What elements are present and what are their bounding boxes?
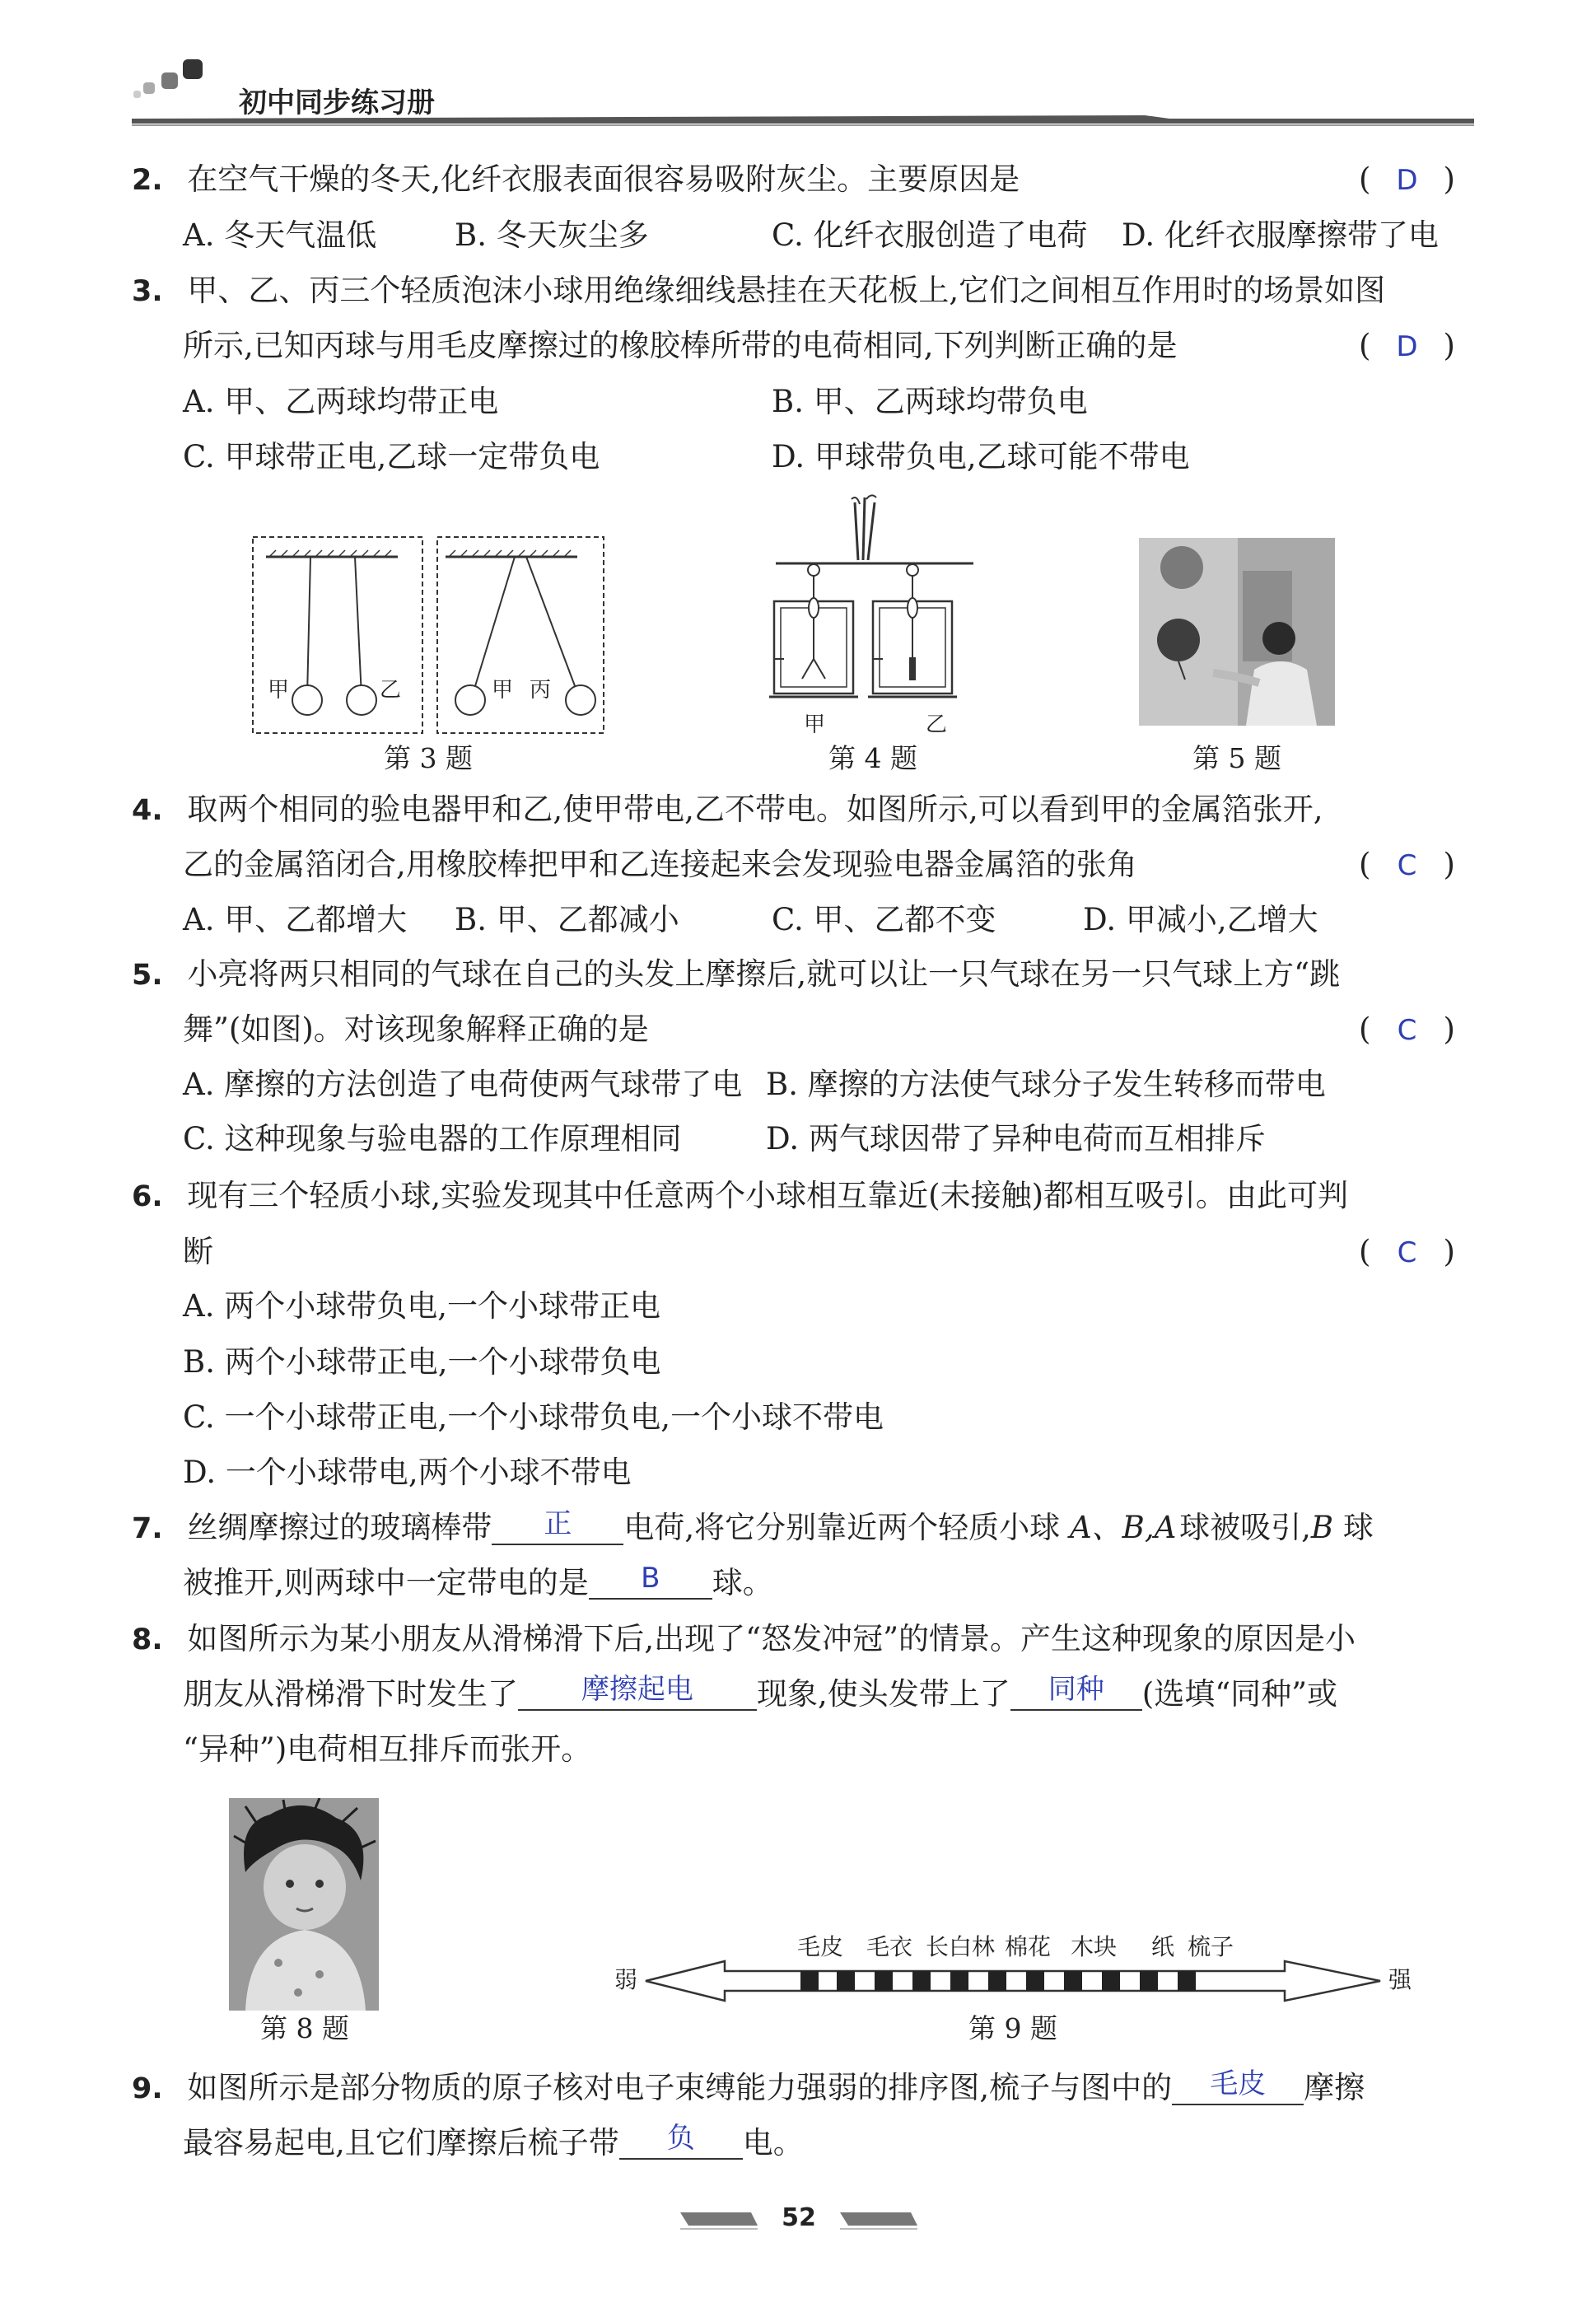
question-stem-part: A、B,A bbox=[1069, 1510, 1177, 1545]
option-c: C. 甲、乙都不变 bbox=[772, 902, 996, 937]
figure-caption-q5: 第 5 题 bbox=[1192, 742, 1281, 774]
label-jia: 甲 bbox=[492, 678, 514, 703]
option-d: D. 两气球因带了异种电荷而互相排斥 bbox=[766, 1121, 1266, 1156]
fill-blank[interactable] bbox=[492, 1507, 623, 1545]
question-number: 2. bbox=[132, 164, 163, 197]
blank-answer: 同种 bbox=[1048, 1673, 1104, 1706]
option-b: B. 冬天灰尘多 bbox=[455, 217, 649, 253]
question-stem: 如图所示为某小朋友从滑梯滑下后,出现了“怒发冲冠”的情景。产生这种现象的原因是小 bbox=[187, 1621, 1356, 1656]
question-stem: 丝绸摩擦过的玻璃棒带 bbox=[187, 1510, 492, 1545]
question-stem: 如图所示是部分物质的原子核对电子束缚能力强弱的排序图,梳子与图中的 bbox=[187, 2070, 1173, 2105]
question-stem: 在空气干燥的冬天,化纤衣服表面很容易吸附灰尘。主要原因是 bbox=[187, 161, 1020, 197]
label-jia: 甲 bbox=[268, 678, 290, 703]
question-number: 6. bbox=[132, 1180, 163, 1213]
fill-blank[interactable] bbox=[1172, 2067, 1304, 2105]
question-number: 8. bbox=[132, 1623, 163, 1656]
option-b: B. 摩擦的方法使气球分子发生转移而带电 bbox=[766, 1067, 1326, 1102]
blank-answer: 正 bbox=[544, 1507, 572, 1540]
question-9-line2 bbox=[183, 2122, 804, 2161]
question-stem-part: 球 bbox=[1342, 1510, 1374, 1545]
question-stem-part: 摩擦 bbox=[1304, 2070, 1365, 2105]
answer-paren-q3: ( D ) bbox=[1359, 328, 1455, 363]
material-label: 毛皮 bbox=[797, 1933, 844, 1960]
option-b: B. 两个小球带正电,一个小球带负电 bbox=[183, 1344, 661, 1380]
option-d: D. 化纤衣服摩擦带了电 bbox=[1122, 217, 1439, 253]
question-stem-cont: 所示,已知丙球与用毛皮摩擦过的橡胶棒所带的电荷相同,下列判断正确的是 bbox=[183, 328, 1178, 363]
answer-choice: D bbox=[1396, 164, 1418, 197]
option-b: B. 甲、乙两球均带负电 bbox=[772, 384, 1088, 419]
answer-choice: C bbox=[1397, 1014, 1417, 1047]
question-stem-part: 朋友从滑梯滑下时发生了 bbox=[183, 1676, 518, 1712]
question-9 bbox=[132, 2067, 1365, 2105]
material-label: 长白林 bbox=[926, 1933, 996, 1960]
question-number: 7. bbox=[132, 1512, 163, 1545]
question-stem-part: B bbox=[1310, 1510, 1334, 1545]
material-label: 木块 bbox=[1071, 1933, 1118, 1960]
question-2 bbox=[132, 163, 1020, 197]
option-a: A. 冬天气温低 bbox=[183, 217, 377, 253]
question-stem: 现有三个轻质小球,实验发现其中任意两个小球相互靠近(未接触)都相互吸引。由此可判 bbox=[187, 1178, 1349, 1213]
material-label: 纸 bbox=[1151, 1933, 1175, 1960]
question-3 bbox=[132, 274, 1385, 308]
figure-caption-q3: 第 3 题 bbox=[384, 742, 473, 774]
material-label: 毛衣 bbox=[866, 1933, 913, 1960]
option-c: C. 甲球带正电,乙球一定带负电 bbox=[183, 439, 600, 474]
question-stem-part: 球被吸引, bbox=[1179, 1510, 1311, 1545]
option-a: A. 两个小球带负电,一个小球带正电 bbox=[183, 1288, 661, 1324]
figure-q9-triboelectric-scale bbox=[609, 1932, 1425, 2014]
label-weak: 弱 bbox=[614, 1966, 638, 1993]
option-d: D. 甲球带负电,乙球可能不带电 bbox=[772, 439, 1190, 474]
label-bing: 丙 bbox=[530, 678, 552, 703]
header-rule bbox=[132, 114, 1474, 127]
question-stem: 小亮将两只相同的气球在自己的头发上摩擦后,就可以让一只气球在另一只气球上方“跳 bbox=[187, 956, 1341, 992]
question-stem-cont: 乙的金属箔闭合,用橡胶棒把甲和乙连接起来会发现验电器金属箔的张角 bbox=[183, 847, 1137, 882]
question-6 bbox=[132, 1180, 1348, 1213]
question-7 bbox=[132, 1507, 1374, 1545]
question-stem-part: (选填“同种”或 bbox=[1141, 1676, 1338, 1712]
option-a: A. 甲、乙都增大 bbox=[183, 902, 408, 937]
fill-blank[interactable] bbox=[518, 1673, 757, 1711]
fill-blank[interactable] bbox=[619, 2122, 743, 2160]
answer-choice: C bbox=[1397, 849, 1417, 882]
blank-answer: 毛皮 bbox=[1210, 2067, 1267, 2100]
question-5 bbox=[132, 958, 1340, 992]
question-stem-part: 电。 bbox=[742, 2125, 804, 2161]
label-yi: 乙 bbox=[380, 678, 402, 703]
question-stem-part: 被推开,则两球中一定带电的是 bbox=[183, 1565, 589, 1600]
label-strong: 强 bbox=[1388, 1966, 1412, 1993]
question-stem-cont: 舞”(如图)。对该现象解释正确的是 bbox=[183, 1011, 649, 1047]
answer-paren-q2: ( D ) bbox=[1359, 161, 1455, 197]
header-decoration bbox=[132, 58, 222, 107]
option-c: C. 化纤衣服创造了电荷 bbox=[772, 217, 1088, 253]
question-number: 5. bbox=[132, 959, 163, 992]
option-c: C. 这种现象与验电器的工作原理相同 bbox=[183, 1121, 682, 1156]
question-stem-part: 现象,使头发带上了 bbox=[757, 1676, 1010, 1712]
blank-answer: 负 bbox=[666, 2122, 695, 2155]
option-d: D. 甲减小,乙增大 bbox=[1083, 902, 1318, 937]
question-stem: 甲、乙、丙三个轻质泡沫小球用绝缘细线悬挂在天花板上,它们之间相互作用时的场景如图 bbox=[187, 273, 1386, 308]
figure-caption-q4: 第 4 题 bbox=[828, 742, 917, 774]
question-stem-part: 电荷,将它分别靠近两个轻质小球 bbox=[623, 1510, 1061, 1545]
question-4 bbox=[132, 793, 1323, 827]
page-number: 52 bbox=[782, 2203, 816, 2232]
fill-blank[interactable] bbox=[1010, 1673, 1142, 1711]
option-a: A. 甲、乙两球均带正电 bbox=[183, 384, 499, 419]
question-7-line2 bbox=[183, 1562, 773, 1600]
answer-choice: C bbox=[1397, 1236, 1417, 1269]
option-d: D. 一个小球带电,两个小球不带电 bbox=[183, 1455, 632, 1490]
answer-paren-q4: ( C ) bbox=[1359, 847, 1455, 882]
blank-answer: 摩擦起电 bbox=[581, 1673, 693, 1706]
blank-answer: B bbox=[641, 1562, 660, 1595]
question-number: 4. bbox=[132, 794, 163, 827]
answer-paren-q6: ( C ) bbox=[1359, 1234, 1455, 1269]
header-title: 初中同步练习册 bbox=[239, 86, 435, 119]
question-8 bbox=[132, 1623, 1356, 1656]
question-stem-part: 最容易起电,且它们摩擦后梳子带 bbox=[183, 2125, 619, 2161]
figure-q4-electroscopes bbox=[766, 494, 988, 741]
answer-paren-q5: ( C ) bbox=[1359, 1011, 1455, 1047]
option-a: A. 摩擦的方法创造了电荷使两气球带了电 bbox=[183, 1067, 743, 1102]
option-c: C. 一个小球带正电,一个小球带负电,一个小球不带电 bbox=[183, 1399, 884, 1435]
question-number: 3. bbox=[132, 275, 163, 308]
question-stem-cont: 断 bbox=[183, 1234, 213, 1269]
question-stem-part: 球。 bbox=[712, 1565, 773, 1600]
figure-q8-child-photo bbox=[229, 1798, 379, 2011]
option-b: B. 甲、乙都减小 bbox=[455, 902, 679, 937]
question-number: 9. bbox=[132, 2072, 163, 2105]
figure-caption-q9: 第 9 题 bbox=[968, 2012, 1057, 2044]
label-jia: 甲 bbox=[804, 712, 826, 737]
material-label: 棉花 bbox=[1005, 1933, 1052, 1960]
figure-q5-balloon-photo bbox=[1139, 538, 1335, 726]
answer-choice: D bbox=[1396, 330, 1418, 363]
question-8-line2 bbox=[183, 1673, 1338, 1712]
figure-caption-q8: 第 8 题 bbox=[260, 2012, 349, 2044]
figure-q3-pendulums bbox=[251, 535, 605, 737]
label-yi: 乙 bbox=[926, 712, 948, 737]
fill-blank[interactable] bbox=[589, 1562, 712, 1600]
question-8-line3: “异种”)电荷相互排斥而张开。 bbox=[183, 1731, 592, 1767]
material-label: 梳子 bbox=[1188, 1933, 1234, 1960]
question-stem: 取两个相同的验电器甲和乙,使甲带电,乙不带电。如图所示,可以看到甲的金属箔张开, bbox=[187, 792, 1323, 827]
